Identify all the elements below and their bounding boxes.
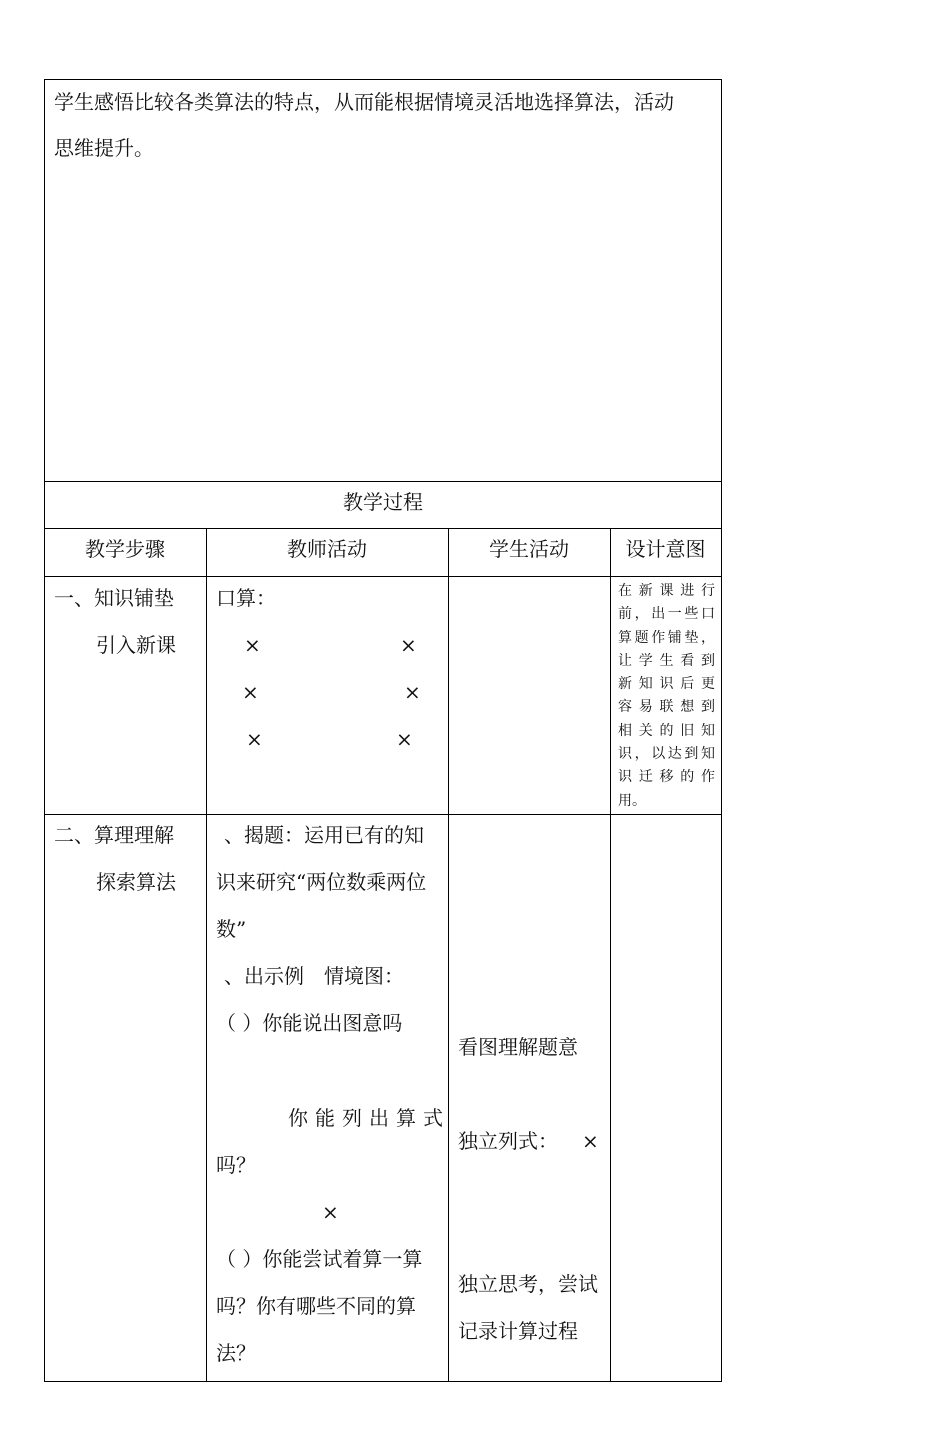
times-sign: × (246, 727, 263, 751)
row1-step-line-2: 引入新课 (96, 633, 176, 657)
row1-oral-calc-label: 口算： (216, 586, 276, 610)
teacher-line-5: （ ）你能说出图意吗 (216, 1011, 403, 1035)
header-teacher: 教师活动 (287, 537, 367, 561)
times-sign: × (244, 633, 261, 657)
col-divider-2 (448, 528, 449, 1382)
teacher-line-3: 数” (216, 917, 247, 941)
times-sign: × (582, 1129, 599, 1153)
intent-line: 相关的旧知 (618, 722, 715, 739)
teacher-line-11: 法？ (216, 1341, 256, 1365)
row2-step-line-2: 探索算法 (96, 870, 176, 894)
intent-line: 在新课进行 (618, 583, 715, 599)
teacher-line-9: （ ）你能尝试着算一算 (216, 1247, 423, 1271)
table-border-right (721, 79, 722, 1382)
divider-header (44, 528, 722, 529)
top-text-line-2: 思维提升。 (54, 136, 154, 160)
intent-line: 容易联想到 (618, 699, 715, 716)
divider-title (44, 481, 722, 482)
row2-step-line-1: 二、算理理解 (54, 823, 174, 847)
col-divider-3 (610, 528, 611, 1382)
table-border-left (44, 79, 45, 1382)
student-line-3: 独立思考，尝试 (458, 1272, 598, 1296)
intent-line: 新知识后更 (618, 676, 715, 693)
teacher-line-7: 吗？ (216, 1153, 256, 1177)
row1-design-intent (618, 580, 715, 813)
intent-line: 用。 (618, 792, 646, 809)
header-steps: 教学步骤 (85, 537, 165, 561)
intent-line: 识迁移的作 (618, 769, 715, 786)
intent-line: 前，出一些口 (618, 606, 715, 623)
teacher-line-2: 识来研究“两位数乘两位 (216, 870, 427, 894)
times-sign: × (400, 633, 417, 657)
student-line-4: 记录计算过程 (458, 1319, 578, 1343)
teacher-line-10: 吗？你有哪些不同的算 (216, 1294, 416, 1318)
header-intent: 设计意图 (625, 537, 706, 561)
student-line-1: 看图理解题意 (458, 1035, 578, 1059)
student-line-2: 独立列式： (458, 1129, 558, 1153)
teacher-line-6: 你能列出算式 (288, 1106, 450, 1130)
times-sign: × (396, 727, 413, 751)
top-text-line-1: 学生感悟比较各类算法的特点，从而能根据情境灵活地选择算法，活动 (54, 90, 674, 114)
table-border-bottom (44, 1381, 722, 1382)
section-title: 教学过程 (343, 490, 423, 514)
col-divider-1 (206, 528, 207, 1382)
intent-line: 让学生看到 (618, 652, 715, 669)
times-sign: × (322, 1200, 339, 1224)
divider-header-bottom (44, 576, 722, 577)
row1-step-line-1: 一、知识铺垫 (54, 586, 174, 610)
header-student: 学生活动 (489, 537, 569, 561)
teacher-line-4: 、出示例 情境图： (224, 964, 404, 988)
intent-line: 算题作铺垫， (618, 629, 715, 646)
times-sign: × (404, 680, 421, 704)
times-sign: × (242, 680, 259, 704)
intent-line: 识，以达到知 (618, 746, 715, 763)
table-border-top (44, 79, 722, 80)
teacher-line-1: 、揭题：运用已有的知 (224, 823, 424, 847)
divider-row1 (44, 814, 722, 815)
